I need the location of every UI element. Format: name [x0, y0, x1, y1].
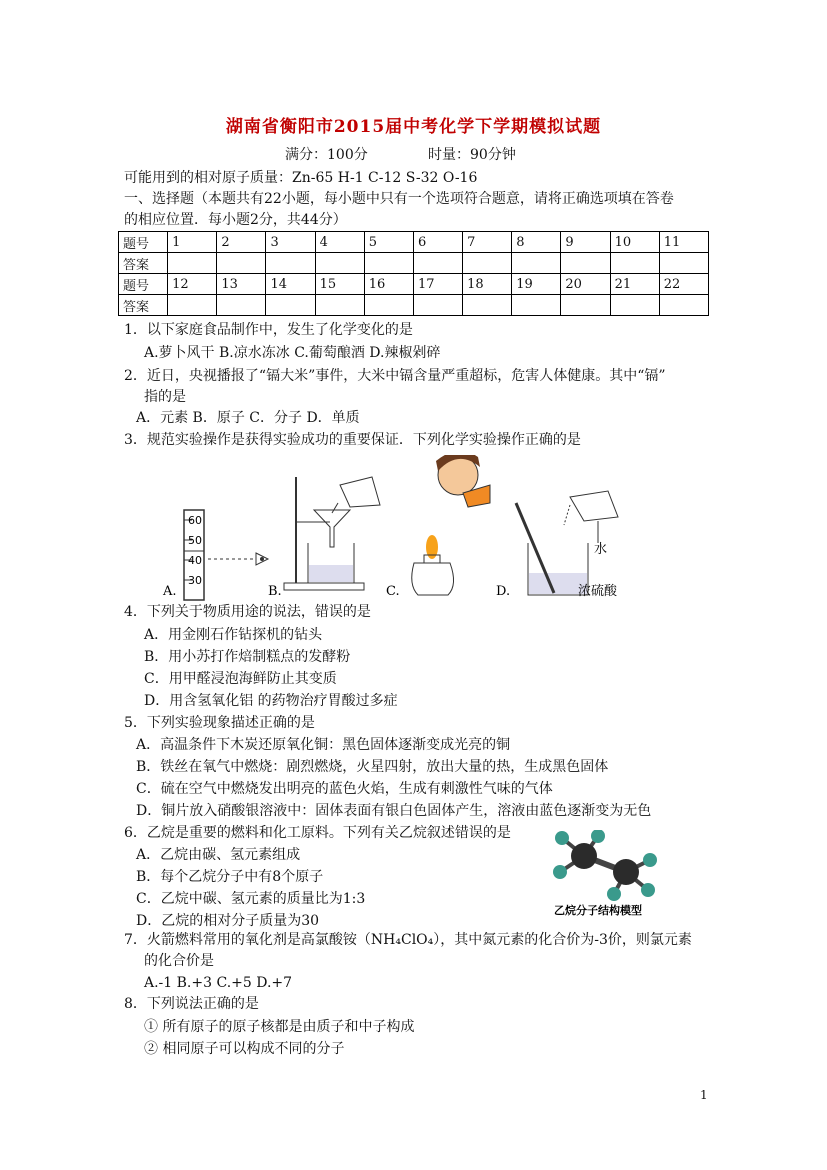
q2-options: A．元素 B．原子 C．分子 D．单质: [136, 410, 360, 426]
answer-cell[interactable]: [266, 253, 315, 274]
q6-stem: 6．乙烷是重要的燃料和化工原料。下列有关乙烷叙述错误的是: [124, 825, 511, 841]
acid-label: 浓硫酸: [578, 584, 618, 599]
answer-cell[interactable]: [217, 253, 266, 274]
q6-option-b: B．每个乙烷分子中有8个原子: [136, 869, 324, 885]
dilution-figure: [516, 491, 618, 599]
table-cell: 19: [512, 274, 561, 295]
answer-cell[interactable]: [610, 295, 659, 316]
answer-cell[interactable]: [610, 253, 659, 274]
q7-options: A.-1 B.+3 C.+5 D.+7: [144, 975, 293, 991]
cyl-tick: 40: [188, 554, 202, 567]
answer-cell[interactable]: [364, 295, 413, 316]
table-cell: 8: [512, 232, 561, 253]
answer-cell[interactable]: [561, 295, 610, 316]
table-cell: 14: [266, 274, 315, 295]
table-cell: 13: [217, 274, 266, 295]
atomic-masses: 可能用到的相对原子质量：Zn-65 H-1 C-12 S-32 O-16: [124, 170, 478, 186]
ethane-model-figure: [548, 830, 668, 920]
q5-option-a: A．高温条件下木炭还原氧化铜：黑色固体逐渐变成光亮的铜: [136, 737, 511, 753]
q3-experiment-figures: [118, 455, 718, 605]
model-caption: 乙烷分子结构模型: [554, 904, 642, 917]
table-cell: 答案: [119, 253, 168, 274]
table-cell: 10: [610, 232, 659, 253]
answer-cell[interactable]: [463, 253, 512, 274]
table-cell: 题号: [119, 274, 168, 295]
option-label: C.: [386, 584, 400, 599]
answer-cell[interactable]: [266, 295, 315, 316]
answer-cell[interactable]: [659, 295, 708, 316]
answer-cell[interactable]: [168, 253, 217, 274]
q4-stem: 4．下列关于物质用途的说法，错误的是: [124, 604, 371, 620]
full-score: 满分：100分: [285, 147, 368, 163]
q2-stem: 2．近日，央视播报了“镉大米”事件，大米中镉含量严重超标，危害人体健康。其中“镉”: [124, 368, 666, 384]
cylinder-figure: [184, 510, 268, 600]
answer-cell[interactable]: [512, 253, 561, 274]
section-heading: 一、选择题（本题共有22小题，每小题中只有一个选项符合题意，请将正确选项填在答卷: [124, 191, 674, 207]
table-cell: 15: [315, 274, 364, 295]
q6-option-a: A．乙烷由碳、氢元素组成: [136, 847, 301, 863]
table-cell: 5: [364, 232, 413, 253]
q4-option-a: A．用金刚石作钻探机的钻头: [144, 627, 323, 643]
table-row: [119, 274, 709, 295]
page-number: 1: [700, 1088, 708, 1102]
q4-option-b: B．用小苏打作焙制糕点的发酵粉: [144, 649, 351, 665]
table-cell: 3: [266, 232, 315, 253]
table-cell: 22: [659, 274, 708, 295]
answer-cell[interactable]: [659, 253, 708, 274]
option-label: B.: [268, 584, 282, 599]
q7-stem-cont: 的化合价是: [144, 953, 214, 969]
q5-option-b: B．铁丝在氧气中燃烧：剧烈燃烧，火星四射，放出大量的热，生成黑色固体: [136, 759, 609, 775]
table-cell: 21: [610, 274, 659, 295]
time-limit: 时量：90分钟: [428, 147, 516, 163]
q7-stem: 7．火箭燃料常用的氧化剂是高氯酸铵（NH₄ClO₄），其中氮元素的化合价为-3价，则氯元素: [124, 932, 692, 948]
cyl-tick: 30: [188, 574, 202, 587]
answer-cell[interactable]: [413, 295, 462, 316]
q4-option-c: C．用甲醛浸泡海鲜防止其变质: [144, 671, 337, 687]
q4-option-d: D．用含氢氧化铝 的药物治疗胃酸过多症: [144, 693, 398, 709]
q8-statement-1: ① 所有原子的原子核都是由质子和中子构成: [144, 1019, 415, 1035]
section-heading-cont: 的相应位置．每小题2分，共44分）: [124, 212, 347, 228]
answer-cell[interactable]: [463, 295, 512, 316]
table-cell: 6: [413, 232, 462, 253]
filtration-figure: [284, 477, 380, 590]
table-cell: 20: [561, 274, 610, 295]
answer-cell[interactable]: [512, 295, 561, 316]
table-cell: 题号: [119, 232, 168, 253]
option-label: A.: [163, 584, 177, 599]
table-cell: 16: [364, 274, 413, 295]
q5-option-c: C．硫在空气中燃烧发出明亮的蓝色火焰，生成有刺激性气味的气体: [136, 781, 553, 797]
cyl-tick: 60: [188, 514, 202, 527]
water-label: 水: [594, 542, 608, 557]
cyl-tick: 50: [188, 534, 202, 547]
table-row: [119, 232, 709, 253]
answer-cell[interactable]: [364, 253, 413, 274]
q1-stem: 1．以下家庭食品制作中，发生了化学变化的是: [124, 322, 413, 338]
table-cell: 17: [413, 274, 462, 295]
table-cell: 4: [315, 232, 364, 253]
q2-stem-cont: 指的是: [144, 389, 186, 405]
q8-statement-2: ② 相同原子可以构成不同的分子: [144, 1041, 345, 1057]
answer-cell[interactable]: [315, 295, 364, 316]
answer-cell[interactable]: [561, 253, 610, 274]
table-cell: 18: [463, 274, 512, 295]
table-cell: 9: [561, 232, 610, 253]
table-cell: 答案: [119, 295, 168, 316]
table-cell: 1: [168, 232, 217, 253]
table-cell: 12: [168, 274, 217, 295]
answer-table: [118, 231, 709, 316]
answer-cell[interactable]: [413, 253, 462, 274]
answer-cell[interactable]: [315, 253, 364, 274]
table-row: [119, 253, 709, 274]
q5-stem: 5．下列实验现象描述正确的是: [124, 715, 315, 731]
q5-option-d: D．铜片放入硝酸银溶液中：固体表面有银白色固体产生，溶液由蓝色逐渐变为无色: [136, 803, 652, 819]
option-label: D.: [496, 584, 511, 599]
answer-cell[interactable]: [217, 295, 266, 316]
q1-options: A.萝卜风干 B.凉水冻冰 C.葡萄酿酒 D.辣椒剁碎: [144, 345, 441, 361]
q8-stem: 8．下列说法正确的是: [124, 996, 259, 1012]
table-cell: 2: [217, 232, 266, 253]
q6-option-d: D．乙烷的相对分子质量为30: [136, 913, 320, 929]
q3-stem: 3．规范实验操作是获得实验成功的重要保证．下列化学实验操作正确的是: [124, 432, 581, 448]
q6-option-c: C．乙烷中碳、氢元素的质量比为1:3: [136, 891, 366, 907]
table-cell: 7: [463, 232, 512, 253]
table-cell: 11: [659, 232, 708, 253]
answer-cell[interactable]: [168, 295, 217, 316]
table-row: [119, 295, 709, 316]
page-title: 湖南省衡阳市2015届中考化学下学期模拟试题: [225, 117, 602, 137]
alcohol-lamp-figure: [412, 455, 490, 595]
